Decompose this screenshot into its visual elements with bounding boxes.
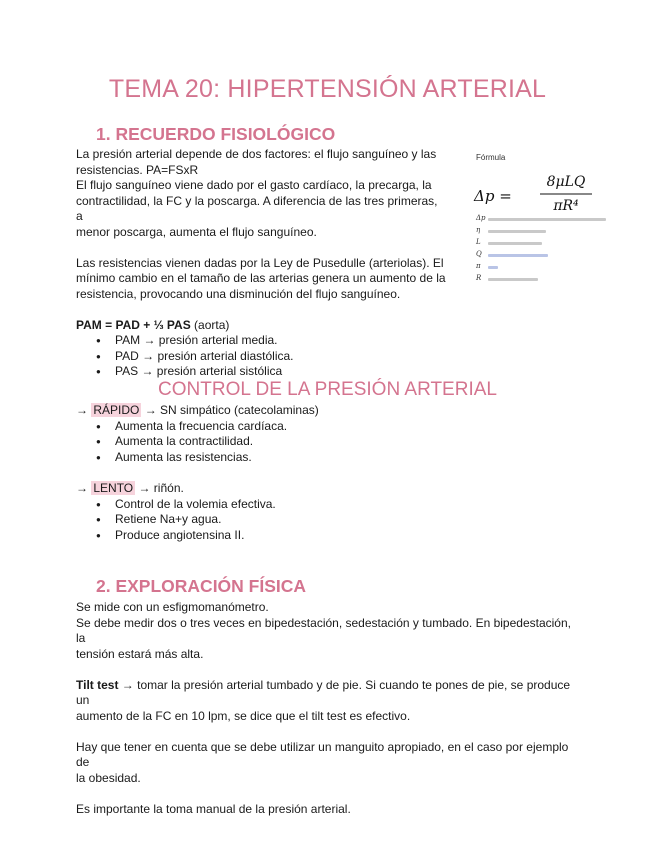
paragraph-line: tensión estará más alta. bbox=[76, 646, 204, 661]
arrow-prefix: → bbox=[76, 403, 92, 417]
list-item: ● Aumenta la frecuencia cardíaca. bbox=[76, 419, 446, 435]
paragraph-line: aumento de la FC en 10 lpm, se dice que el tilt test es efectivo. bbox=[76, 708, 411, 723]
control-fast bbox=[76, 403, 446, 465]
paragraph-line: resistencias. PA=FSxR bbox=[76, 162, 199, 177]
list-item: ● Retiene Na+y agua. bbox=[76, 512, 446, 528]
section1-body bbox=[76, 147, 446, 380]
section2-body bbox=[76, 600, 581, 817]
legend-symbol: Q bbox=[476, 250, 482, 259]
paragraph-line: menor poscarga, aumenta el flujo sanguíneo. bbox=[76, 224, 317, 239]
slow-control-text: → riñón. bbox=[135, 481, 184, 495]
legend-row bbox=[476, 261, 610, 273]
paragraph-line: Las resistencias vienen dadas por la Ley de Pusedulle (arteriolas). El bbox=[76, 255, 444, 270]
pam-formula-note: (aorta) bbox=[190, 317, 230, 332]
control-slow bbox=[76, 481, 446, 543]
paragraph-line: la obesidad. bbox=[76, 770, 141, 785]
legend-symbol: R bbox=[476, 274, 482, 283]
paragraph-line: resistencia, provocando una disminución del flujo sanguíneo. bbox=[76, 286, 401, 301]
section-heading-recuerdo: 1. RECUERDO FISIOLÓGICO bbox=[96, 124, 336, 144]
page-title: TEMA 20: HIPERTENSIÓN ARTERIAL bbox=[108, 75, 547, 103]
tilt-test-line bbox=[76, 678, 581, 709]
tilt-test-text: → tomar la presión arterial tumbado y de pie. Si cuando te pones de pie, se produce un bbox=[76, 677, 571, 707]
pam-formula-line bbox=[76, 318, 446, 334]
paragraph-line: Es importante la toma manual de la presión arterial. bbox=[76, 801, 351, 816]
slow-control-line bbox=[76, 481, 446, 497]
tilt-test-term: Tilt test bbox=[76, 677, 119, 692]
fast-control-text: → SN simpático (catecolaminas) bbox=[141, 403, 319, 417]
legend-row bbox=[476, 225, 610, 237]
paragraph-line: La presión arterial depende de dos factores: el flujo sanguíneo y las bbox=[76, 147, 437, 161]
list-item: ● Aumenta las resistencias. bbox=[76, 450, 446, 466]
formula-legend bbox=[476, 213, 610, 285]
legend-row bbox=[476, 213, 610, 225]
highlight-lento: LENTO bbox=[93, 481, 134, 495]
list-item: ● Control de la volemia efectiva. bbox=[76, 497, 446, 513]
pam-formula-bold: PAM = PAD + ⅓ PAS bbox=[76, 317, 191, 332]
section-heading-control: CONTROL DE LA PRESIÓN ARTERIAL bbox=[158, 379, 497, 400]
list-item: ● Produce angiotensina II. bbox=[76, 528, 446, 544]
legend-row bbox=[476, 249, 610, 261]
paragraph-line: mínimo cambio en el tamaño de las arterias genera un aumento de la bbox=[76, 271, 446, 285]
paragraph-line: contractilidad, la FC y la poscarga. A diferencia de las tres primeras, a bbox=[76, 193, 438, 223]
list-item: ● PAM → presión arterial media. bbox=[76, 333, 446, 349]
formula-denominator: πR⁴ bbox=[553, 198, 579, 214]
section-heading-exploracion: 2. EXPLORACIÓN FÍSICA bbox=[96, 576, 307, 596]
legend-symbol: η bbox=[476, 226, 481, 235]
legend-symbol: Δp bbox=[476, 214, 486, 223]
list-item: ● PAD → presión arterial diastólica. bbox=[76, 349, 446, 365]
poiseuille-formula-image bbox=[470, 150, 610, 285]
legend-row bbox=[476, 237, 610, 249]
fast-bullet-list bbox=[76, 419, 446, 466]
paragraph-line: Se debe medir dos o tres veces en bipedestación, sedestación y tumbado. En bipedestación, la bbox=[76, 615, 571, 645]
paragraph-line: Se mide con un esfigmomanómetro. bbox=[76, 600, 269, 614]
pam-bullet-list bbox=[76, 333, 446, 380]
formula-lhs: Δp = bbox=[474, 187, 512, 205]
formula-numerator: 8μLQ bbox=[546, 174, 586, 190]
list-item: ● PAS → presión arterial sistólica bbox=[76, 364, 446, 380]
highlight-rapido: RÁPIDO bbox=[93, 403, 140, 417]
paragraph-line: Hay que tener en cuenta que se debe utilizar un manguito apropiado, en el caso por ejemplo de bbox=[76, 739, 569, 769]
list-item: ● Aumenta la contractilidad. bbox=[76, 434, 446, 450]
slow-bullet-list bbox=[76, 497, 446, 544]
fast-control-line bbox=[76, 403, 446, 419]
legend-symbol: L bbox=[476, 238, 481, 247]
arrow-prefix: → bbox=[76, 481, 92, 495]
paragraph-line: El flujo sanguíneo viene dado por el gasto cardíaco, la precarga, la bbox=[76, 178, 432, 192]
legend-row bbox=[476, 273, 610, 285]
formula-equation bbox=[470, 164, 610, 216]
legend-symbol: π bbox=[476, 262, 481, 271]
formula-label: Fórmula bbox=[476, 153, 506, 162]
